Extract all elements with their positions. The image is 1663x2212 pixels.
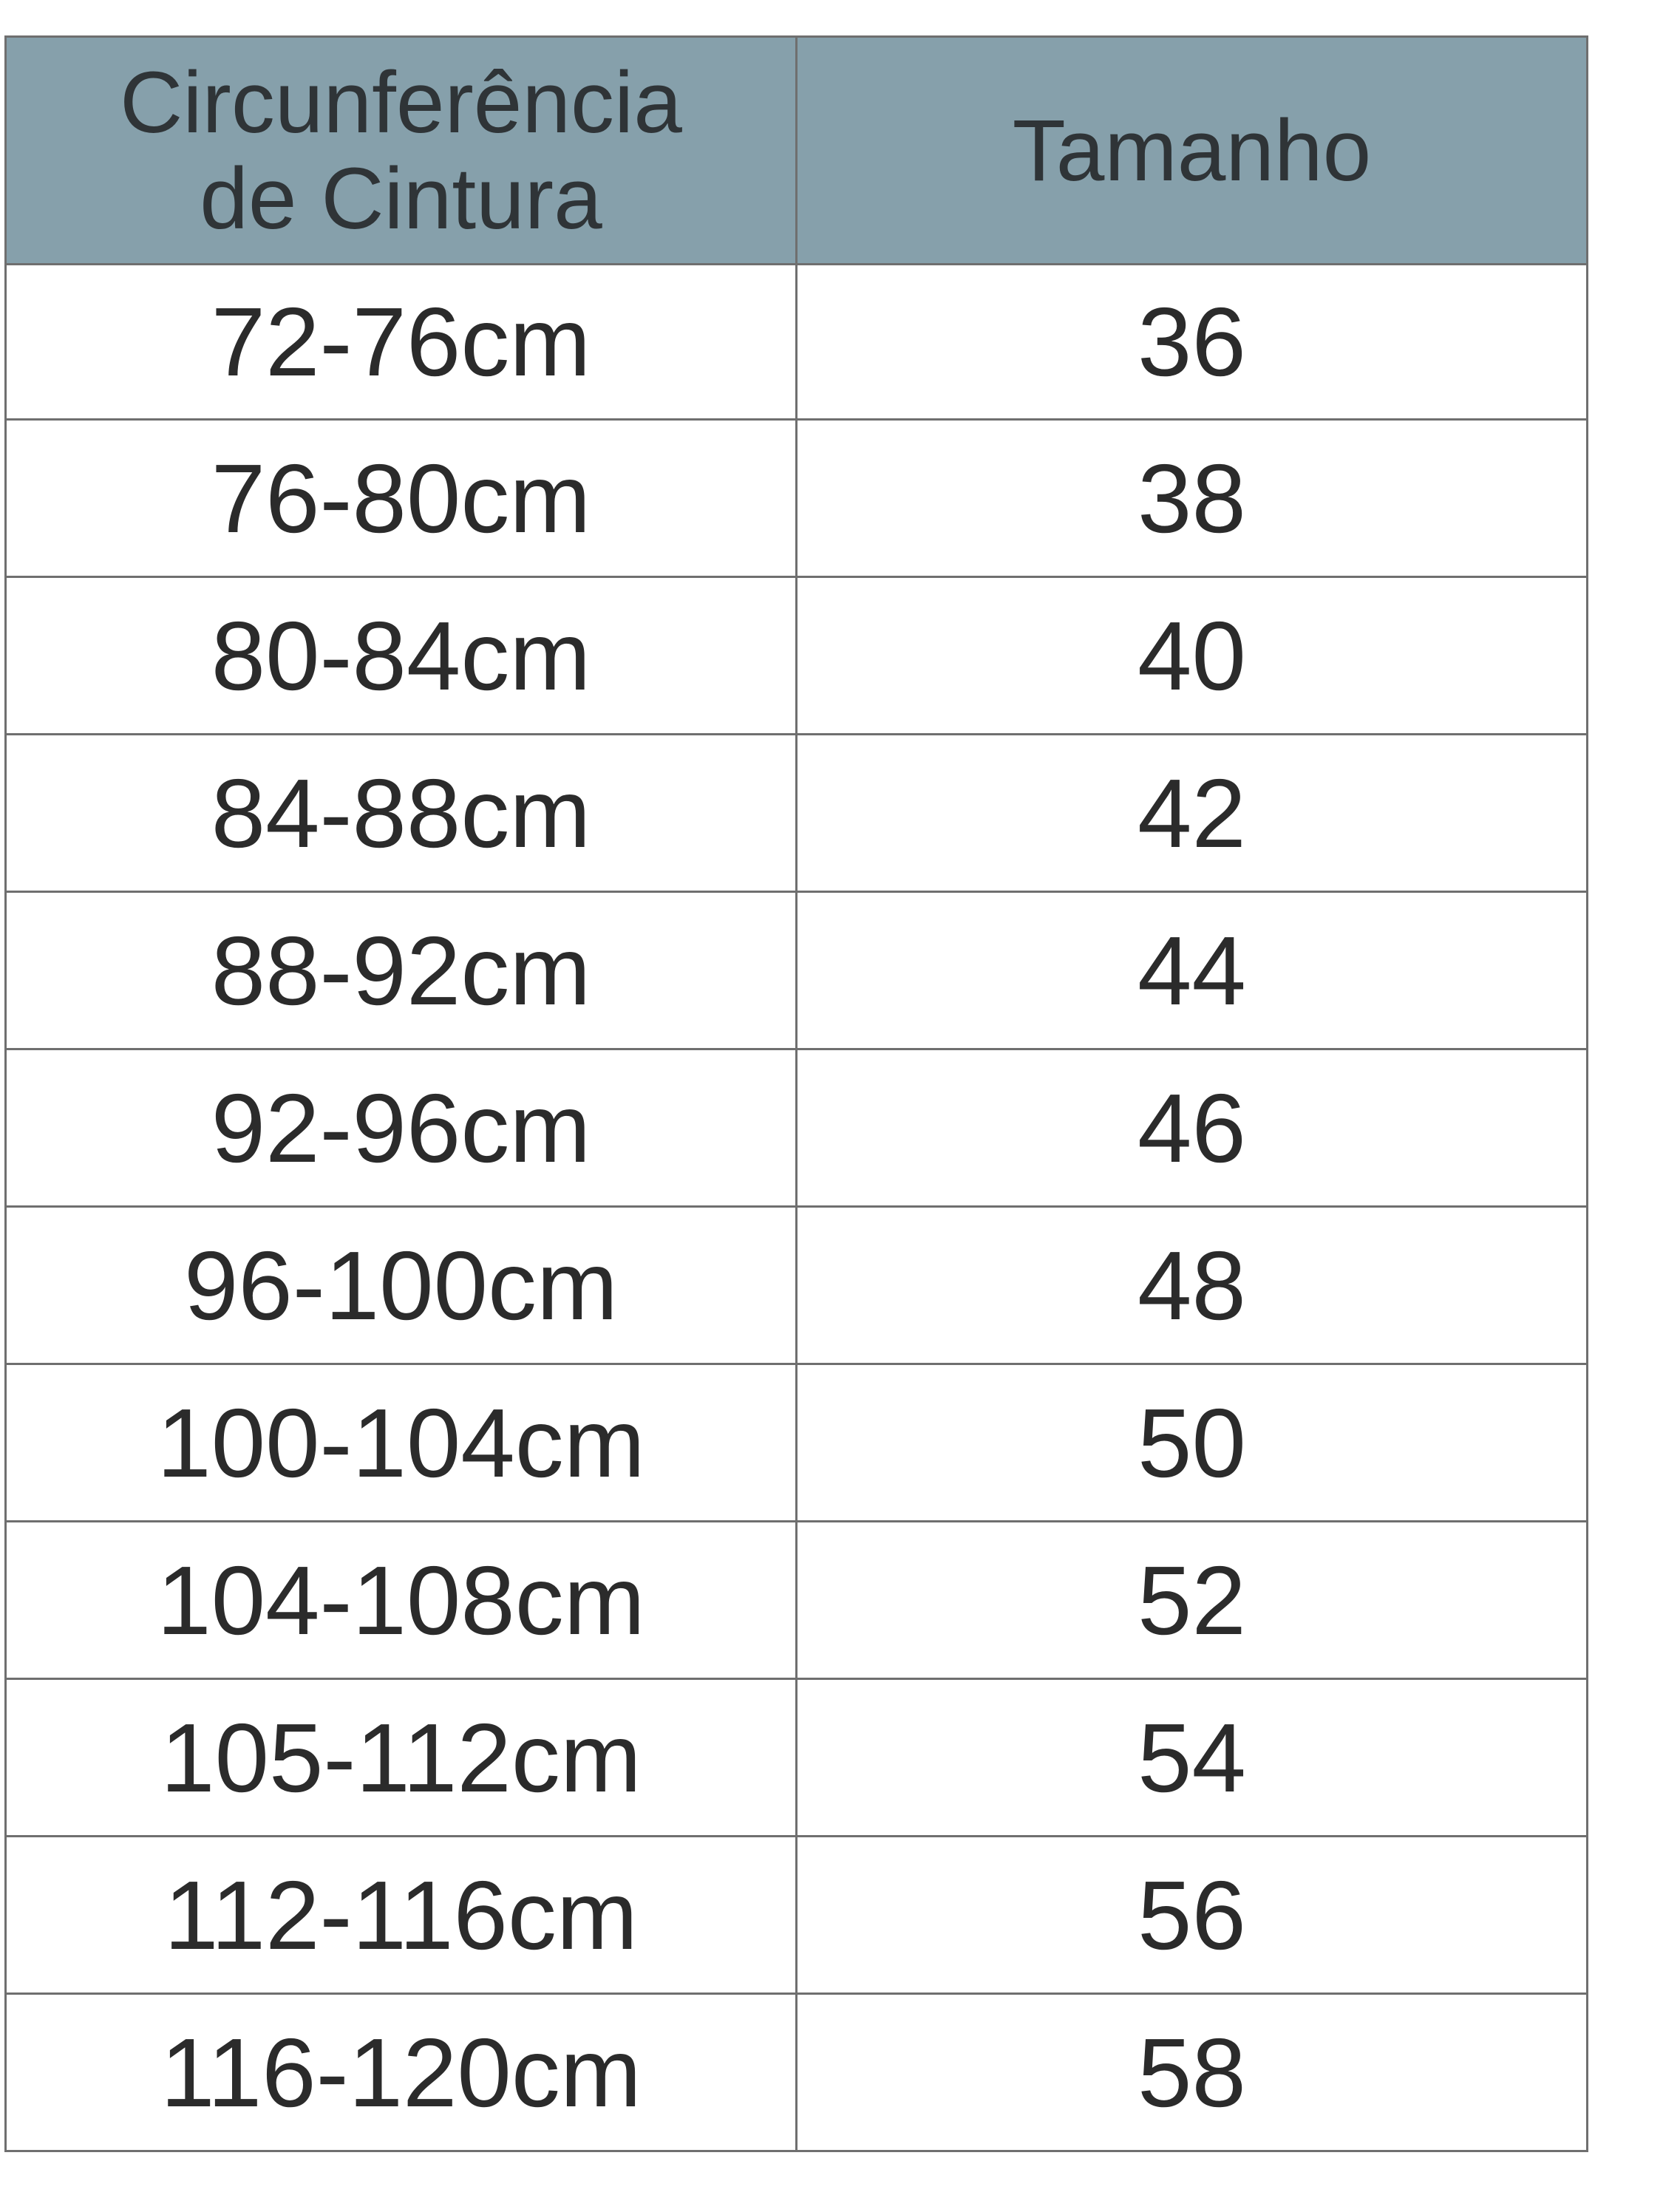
size-cell: 52 [797,1522,1588,1679]
header-waist-line1: Circunferência [120,53,682,152]
size-cell: 42 [797,735,1588,892]
header-size: Tamanho [797,37,1588,265]
size-chart-table [4,35,1588,2152]
waist-cell: 112-116cm [6,1837,797,1994]
waist-cell: 72-76cm [6,265,797,420]
table-row [6,577,1588,735]
waist-cell: 84-88cm [6,735,797,892]
header-waist-circumference [6,37,797,265]
waist-cell: 105-112cm [6,1679,797,1837]
size-cell: 58 [797,1994,1588,2151]
table-row [6,1207,1588,1364]
table-row [6,1679,1588,1837]
table-row [6,1994,1588,2151]
size-cell: 38 [797,420,1588,577]
table-row [6,1522,1588,1679]
size-cell: 36 [797,265,1588,420]
waist-cell: 88-92cm [6,892,797,1049]
table-row [6,1364,1588,1522]
waist-cell: 80-84cm [6,577,797,735]
table-header-row [6,37,1588,265]
waist-cell: 92-96cm [6,1049,797,1207]
table-row [6,735,1588,892]
size-cell: 44 [797,892,1588,1049]
waist-cell: 116-120cm [6,1994,797,2151]
size-cell: 56 [797,1837,1588,1994]
size-cell: 48 [797,1207,1588,1364]
table-row [6,1049,1588,1207]
size-cell: 54 [797,1679,1588,1837]
table-row [6,1837,1588,1994]
table-row [6,265,1588,420]
waist-cell: 76-80cm [6,420,797,577]
table-row [6,420,1588,577]
header-waist-line2: de Cintura [200,149,602,248]
waist-cell: 104-108cm [6,1522,797,1679]
size-cell: 50 [797,1364,1588,1522]
table-row [6,892,1588,1049]
waist-cell: 96-100cm [6,1207,797,1364]
size-cell: 40 [797,577,1588,735]
size-cell: 46 [797,1049,1588,1207]
waist-cell: 100-104cm [6,1364,797,1522]
